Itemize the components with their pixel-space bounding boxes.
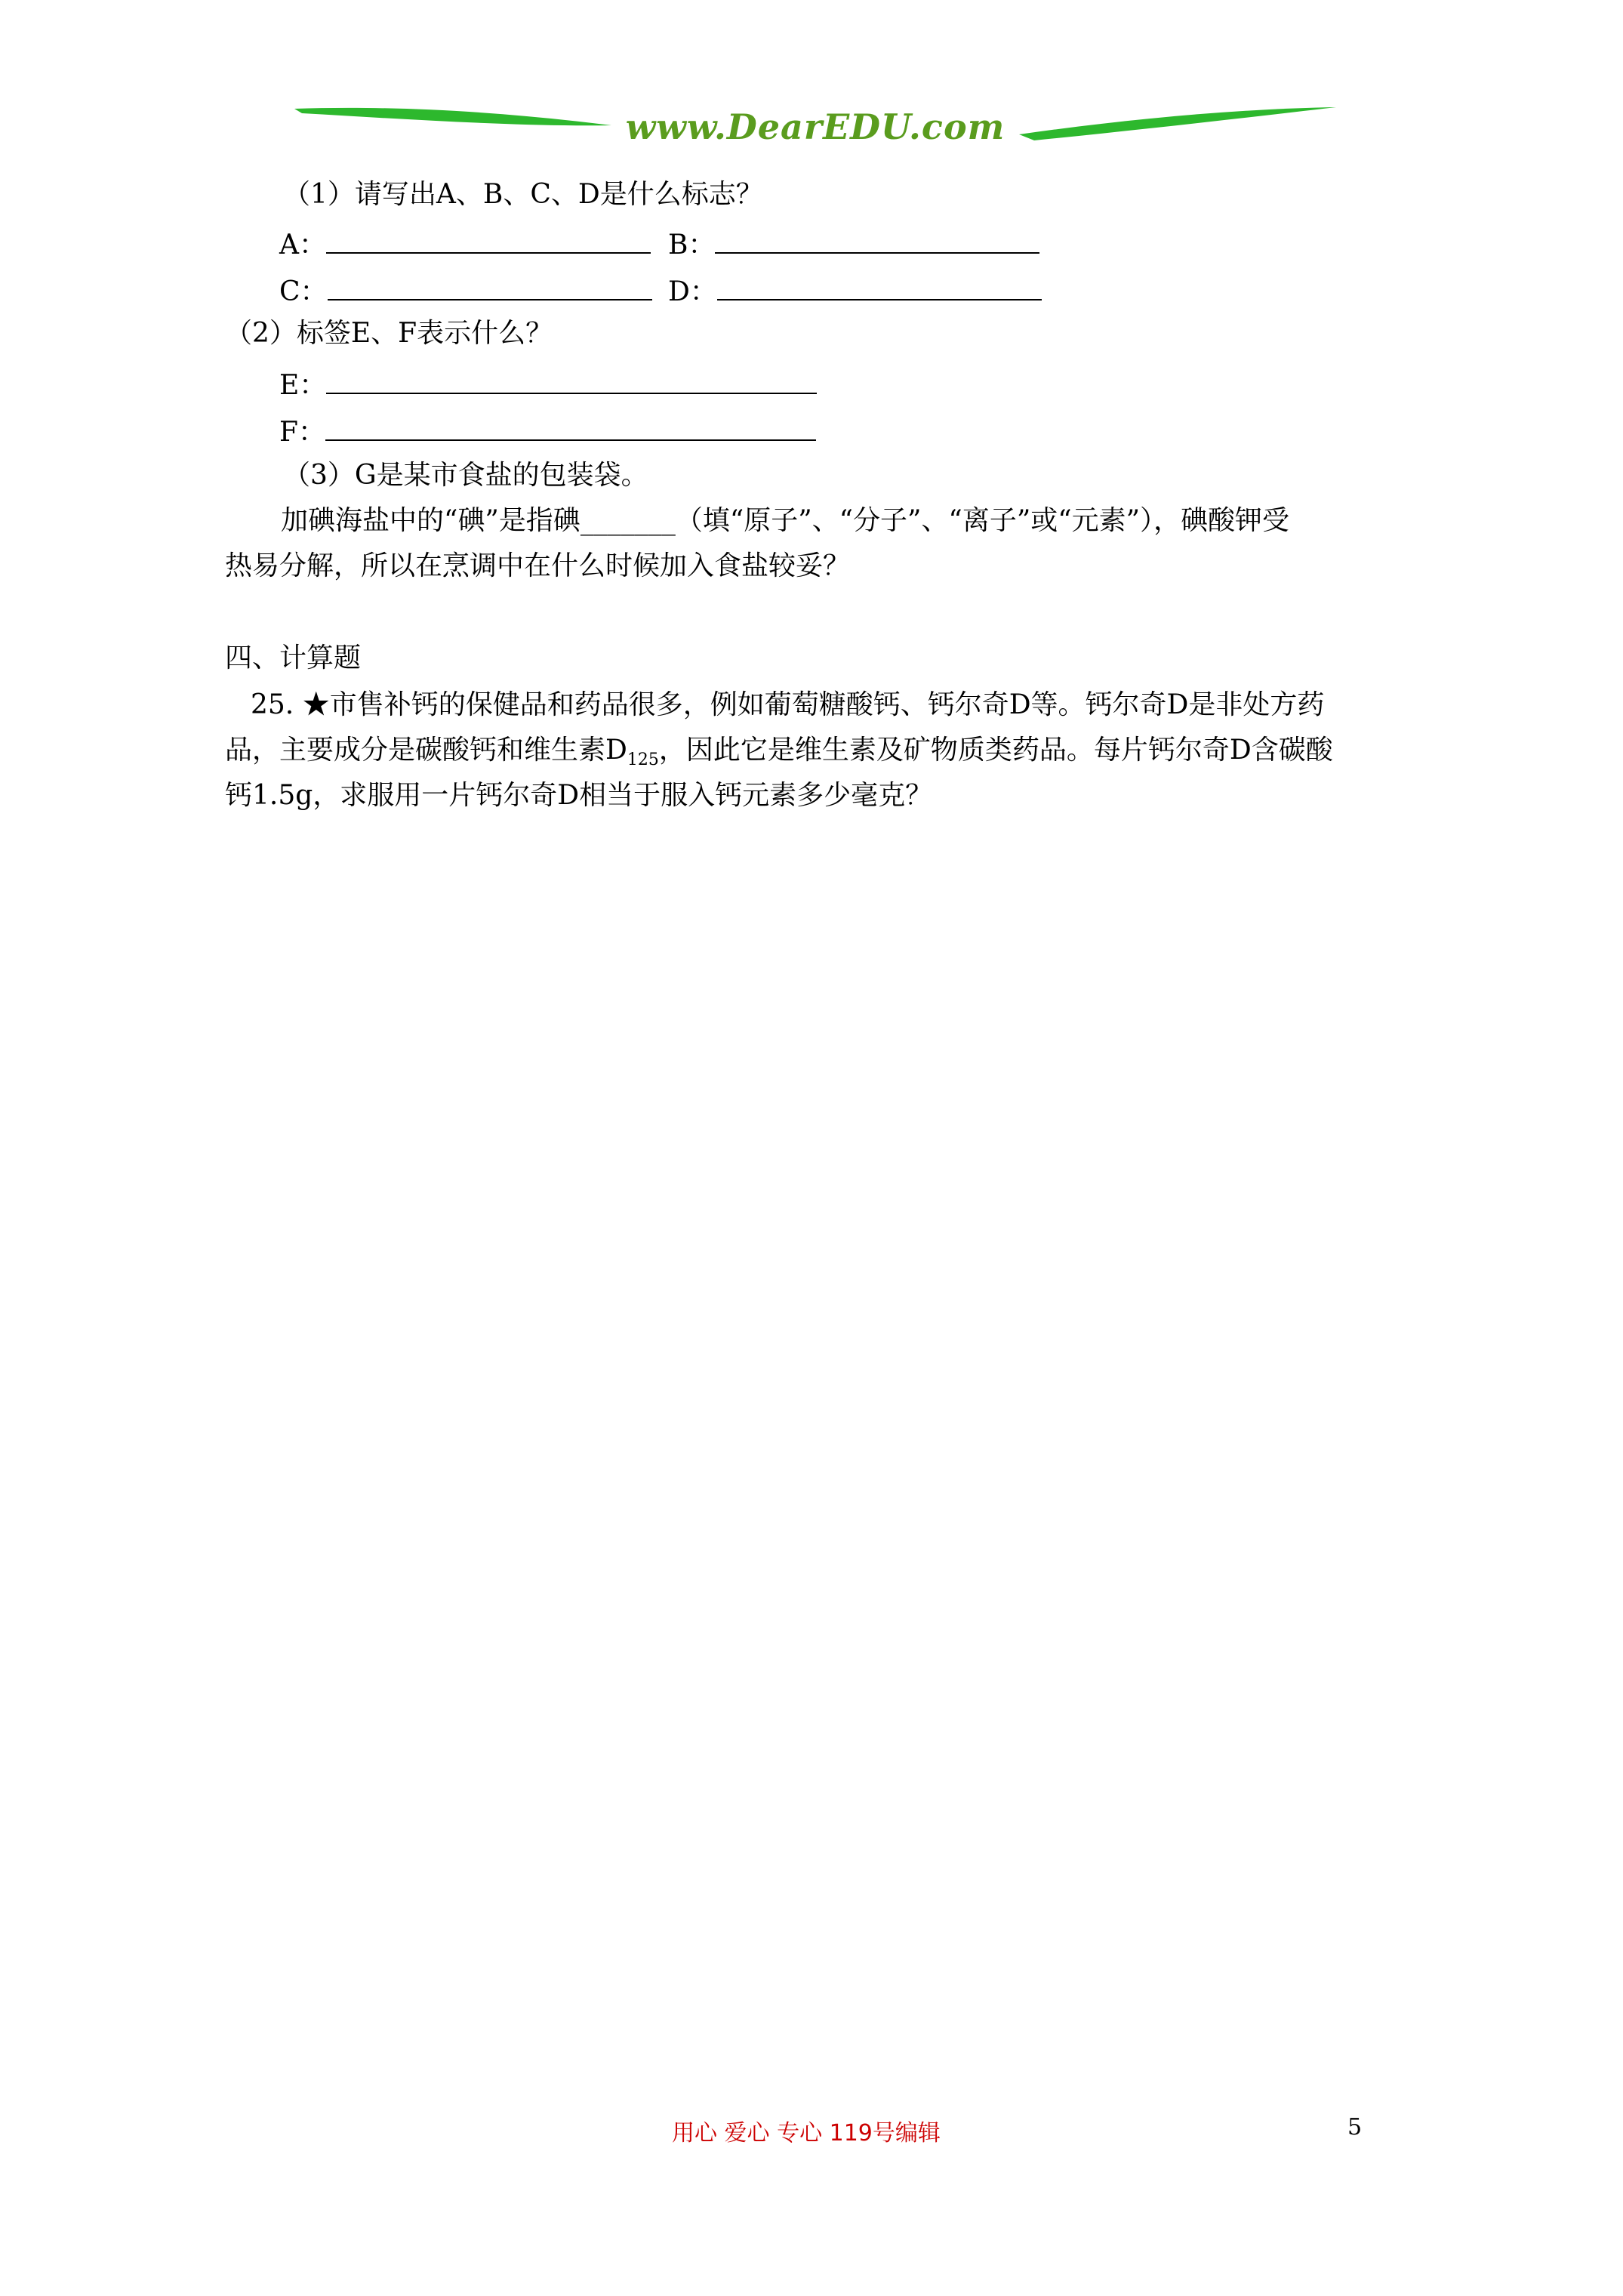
vitamin-subscript: 125 [627,750,659,769]
answer-blank-c[interactable] [328,273,652,300]
answer-row-f [279,414,816,448]
section-4-title: 四、计算题 [225,643,362,673]
answer-blank-e[interactable] [326,367,817,394]
answer-row-c [279,273,652,307]
answer-row-b [668,227,1039,260]
site-name: www.DearEDU.com [625,106,1006,147]
label-f: F： [279,417,325,448]
question-25-line-3: 钙1.5g，求服用一片钙尔奇D相当于服入钙元素多少毫克？ [225,780,933,811]
question-3-line-2: 热易分解，所以在烹调中在什么时候加入食盐较妥？ [225,550,851,581]
question-3-line-1 [281,506,1289,536]
answer-blank-a[interactable] [326,227,651,254]
label-d: D： [668,276,717,307]
answer-blank-f[interactable] [325,414,816,441]
q3-fill-blank[interactable]: _______ [580,505,676,536]
site-header-banner [294,97,1336,157]
q25-text-b: ，因此它是维生素及矿物质类药品。每片钙尔奇D含碳酸 [658,735,1333,766]
answer-row-a [279,227,651,260]
label-e: E： [279,370,327,401]
page-number: 5 [1347,2114,1363,2140]
label-c: C： [279,276,328,307]
answer-blank-d[interactable] [717,273,1042,300]
footer-text: 用心 爱心 专心 119号编辑 [672,2120,941,2147]
label-a: A： [279,230,326,260]
question-2-prompt: （2）标签E、F表示什么？ [225,318,553,349]
answer-row-d [668,273,1042,307]
q3-text-b: （填“原子”、“分子”、“离子”或“元素”），碘酸钾受 [675,505,1290,536]
answer-blank-b[interactable] [715,227,1039,254]
q25-text-a: 品，主要成分是碳酸钙和维生素D [225,735,627,766]
q3-text-a: 加碘海盐中的“碘”是指碘 [281,505,581,536]
question-3-prompt: （3）G是某市食盐的包装袋。 [283,460,648,491]
question-25-line-1: 25. ★市售补钙的保健品和药品很多，例如葡萄糖酸钙、钙尔奇D等。钙尔奇D是非处方药 [251,689,1325,720]
question-25-line-2 [225,735,1333,775]
label-b: B： [668,230,716,260]
answer-row-e [279,367,817,401]
question-1-prompt: （1）请写出A、B、C、D是什么标志？ [283,179,763,210]
